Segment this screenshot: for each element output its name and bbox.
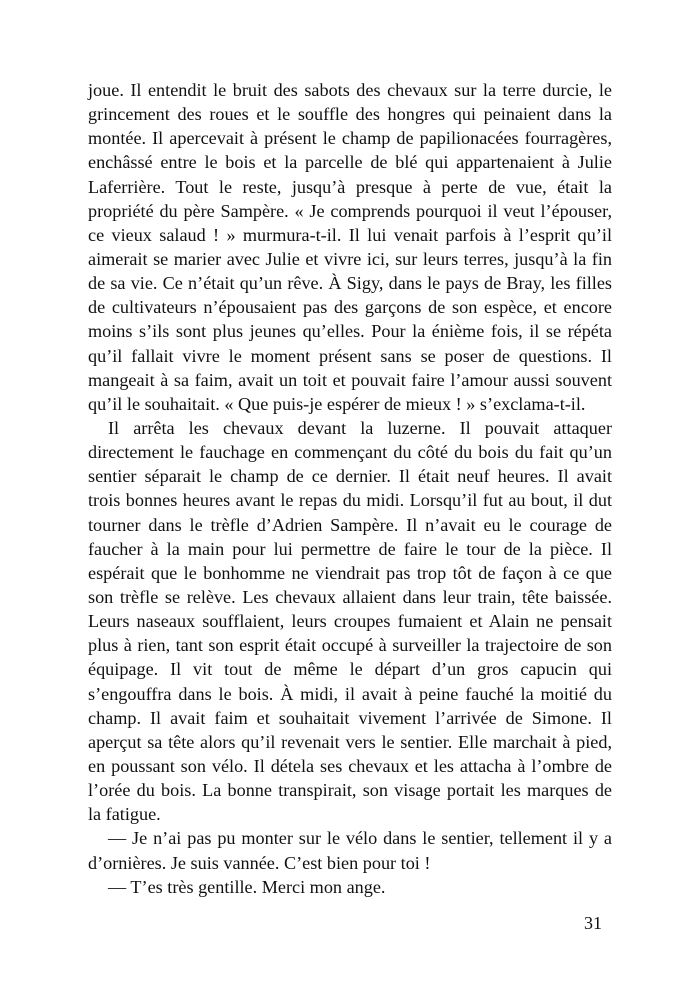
text-line: qu’il le souhaitait. « Que puis-je espérer de mieux ! » s’exclama-t-il.: [88, 393, 586, 414]
text-line: espérait que le bonhomme ne viendrait pas trop tôt de façon à ce que: [88, 562, 612, 583]
text-line: mangeait à sa faim, avait un toit et pouvait faire l’amour aussi souvent: [88, 369, 612, 390]
text-line: de sa vie. Ce n’était qu’un rêve. À Sigy, dans le pays de Bray, les filles: [88, 273, 612, 294]
text-line: plus à rien, tant son esprit était occupé à surveiller la trajectoire de son: [88, 635, 612, 656]
text-line: équipage. Il vit tout de même le départ d’un gros capucin qui: [88, 659, 612, 680]
text-line: ce vieux salaud ! » murmura-t-il. Il lui venait parfois à l’esprit qu’il: [88, 224, 612, 245]
text-line: de cultivateurs n’épousaient pas des garçons de son espèce, et encore: [88, 297, 612, 318]
page-number: 31: [584, 913, 602, 933]
text-line: faucher à la main pour lui permettre de faire le tour de la pièce. Il: [88, 538, 612, 559]
text-line: Leurs naseaux soufflaient, leurs croupes fumaient et Alain ne pensait: [88, 611, 612, 632]
text-line: la fatigue.: [88, 804, 161, 825]
text-line: sentier séparait le champ de ce dernier. Il était neuf heures. Il avait: [88, 466, 612, 487]
text-line: Laferrière. Tout le reste, jusqu’à presque à perte de vue, était la: [88, 176, 612, 197]
text-line: Il arrêta les chevaux devant la luzerne. Il pouvait attaquer: [108, 417, 612, 438]
text-line: l’orée du bois. La bonne transpirait, son visage portait les marques de: [88, 780, 612, 801]
text-line: qu’il fallait vivre le moment présent sans se poser de questions. Il: [88, 345, 612, 366]
text-line: son trèfle se relève. Les chevaux allaient dans leur train, tête baissée.: [88, 586, 612, 607]
text-line: aimerait se marier avec Julie et vivre ici, sur leurs terres, jusqu’à la fin: [88, 248, 612, 269]
text-line: en poussant son vélo. Il détela ses chevaux et les attacha à l’ombre de: [88, 755, 612, 776]
text-line: montée. Il apercevait à présent le champ de papilionacées fourragères,: [88, 128, 612, 149]
text-line: champ. Il avait faim et souhaitait vivement l’arrivée de Simone. Il: [88, 707, 612, 728]
text-line: propriété du père Sampère. « Je comprends pourquoi il veut l’épouser,: [88, 200, 612, 221]
text-line: d’ornières. Je suis vannée. C’est bien pour toi !: [88, 852, 431, 873]
text-line: s’engouffra dans le bois. À midi, il avait à peine fauché la moitié du: [88, 683, 612, 704]
page-body: [88, 78, 612, 899]
text-line: grincement des roues et le souffle des hongres qui peinaient dans la: [88, 104, 612, 125]
text-line: trois bonnes heures avant le repas du midi. Lorsqu’il fut au bout, il dut: [88, 490, 612, 511]
text-line: — Je n’ai pas pu monter sur le vélo dans le sentier, tellement il y a: [108, 828, 612, 849]
text-line: directement le fauchage en commençant du côté du bois du fait qu’un: [88, 442, 612, 463]
text-line: enchâssé entre le bois et la parcelle de blé qui appartenaient à Julie: [88, 152, 612, 173]
text-line: — T’es très gentille. Merci mon ange.: [108, 876, 386, 897]
text-line: moins s’ils sont plus jeunes qu’elles. Pour la énième fois, il se répéta: [88, 321, 612, 342]
text-line: tourner dans le trèfle d’Adrien Sampère. Il n’avait eu le courage de: [88, 514, 612, 535]
text-line: joue. Il entendit le bruit des sabots des chevaux sur la terre durcie, le: [88, 80, 612, 100]
text-line: aperçut sa tête alors qu’il revenait vers le sentier. Elle marchait à pied,: [88, 731, 612, 752]
